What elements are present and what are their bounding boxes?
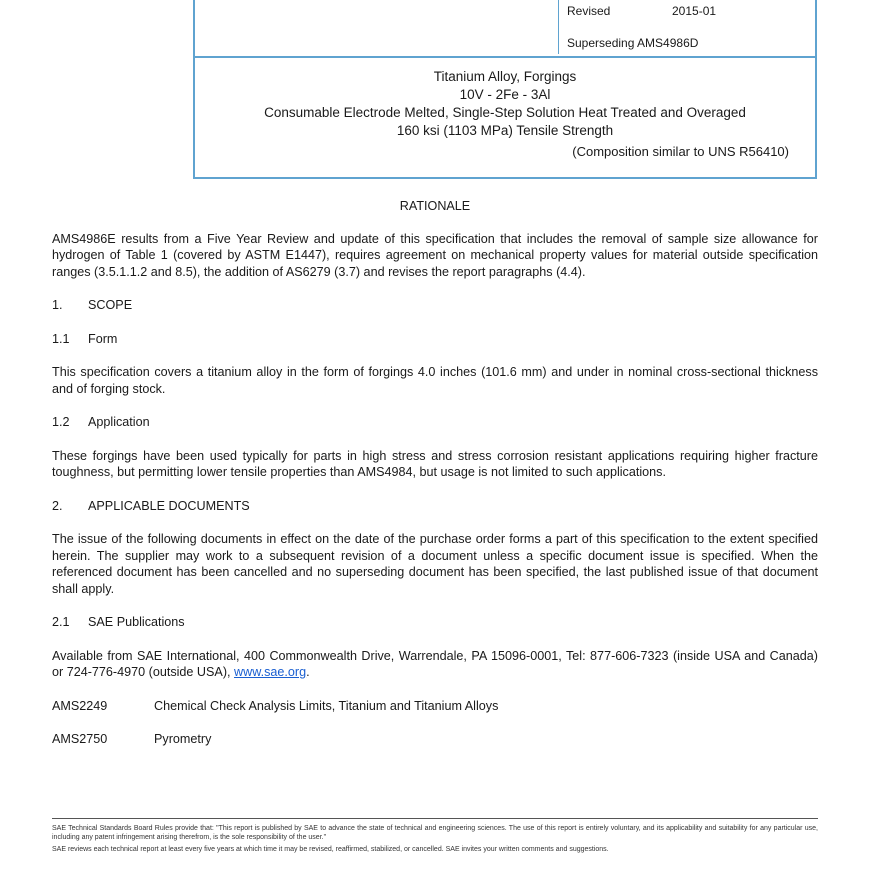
reference-code: AMS2249 <box>52 698 108 713</box>
superseding-note: Superseding AMS4986D <box>567 36 699 50</box>
section-text <box>52 648 818 681</box>
footer-line: SAE reviews each technical report at least every five years at which time it may be revised, reaffirmed, stabilized, or cancelled. SAE invites your written comments and suggestions. <box>52 846 609 853</box>
section-number: 2. <box>52 498 63 513</box>
section-title: Form <box>88 331 118 346</box>
rationale-text: AMS4986E results from a Five Year Review and update of this specification that includes the removal of sample size allowance for hydrogen of Table 1 (covered by ASTM E1447), requires agreement on mechanical property values for material outside specification ranges (3.5.1.1.2 and 8.5), the addition of AS6279 (3.7) and revises the report paragraphs (4.4). <box>52 231 818 279</box>
sentence-end: . <box>306 665 310 679</box>
footer-divider <box>52 818 818 819</box>
reference-entry <box>52 731 818 748</box>
section-number: 1.1 <box>52 331 70 346</box>
section-heading <box>52 414 818 431</box>
reference-title: Pyrometry <box>154 732 212 746</box>
title-line: 160 ksi (1103 MPa) Tensile Strength <box>396 123 614 138</box>
section-text: These forgings have been used typically for parts in high stress and stress corrosion resistant applications requiring higher fracture toughness, but permitting lower tensile properties than AMS4984, but usage is not limited to such applications. <box>52 448 818 479</box>
revised-date: 2015-01 <box>672 4 717 18</box>
section-heading <box>52 614 818 631</box>
section-number: 1.2 <box>52 415 70 429</box>
reference-entry <box>52 698 818 715</box>
section-title: Application <box>88 415 150 429</box>
title-line: 10V - 2Fe - 3Al <box>459 87 551 102</box>
header-meta-row <box>195 0 815 58</box>
reference-title: Chemical Check Analysis Limits, Titanium and Titanium Alloys <box>154 698 499 713</box>
document-body <box>52 198 818 765</box>
section-text: The issue of the following documents in effect on the date of the purchase order forms a part of this specification to the extent specified herein. The supplier may work to a subsequent revision of a document unless a specific document issue is specified. When the referenced document has been cancelled and no superseding document has been specified, the last published issue of that document shall apply. <box>52 532 818 596</box>
rationale-heading: RATIONALE <box>399 199 471 213</box>
footer-notes <box>52 824 818 857</box>
header-divider <box>558 0 559 54</box>
footer-line: SAE Technical Standards Board Rules provide that: "This report is published by SAE to advance the state of technical and engineering sciences. The use of this report is entirely voluntary, and its applicability and suitability for any particular use, including any patent infringement arising therefrom, is the sole responsibility of the user." <box>52 825 818 841</box>
reference-code: AMS2750 <box>52 732 108 746</box>
spec-header-box <box>193 0 817 179</box>
sae-website-link[interactable]: www.sae.org <box>234 665 307 679</box>
title-line: Titanium Alloy, Forgings <box>433 69 577 84</box>
section-title: APPLICABLE DOCUMENTS <box>88 498 250 513</box>
section-number: 1. <box>52 298 63 312</box>
composition-note: (Composition similar to UNS R56410) <box>572 144 789 159</box>
spec-title <box>195 68 815 140</box>
title-line: Consumable Electrode Melted, Single-Step Solution Heat Treated and Overaged <box>264 105 746 120</box>
section-title: SAE Publications <box>88 615 185 629</box>
section-title: SCOPE <box>88 298 133 312</box>
section-heading <box>52 297 818 314</box>
revised-label: Revised <box>567 4 611 18</box>
section-heading <box>52 498 818 515</box>
sae-address: Available from SAE International, 400 Commonwealth Drive, Warrendale, PA 15096-0001, Tel: 877-606-7323 (inside USA and Canada) or 724-776-4970 (outside USA), <box>52 648 818 679</box>
section-heading <box>52 331 818 348</box>
section-text: This specification covers a titanium alloy in the form of forgings 4.0 inches (101.6 mm) and under in nominal cross-sectional thickness and of forging stock. <box>52 365 818 396</box>
section-number: 2.1 <box>52 615 70 629</box>
